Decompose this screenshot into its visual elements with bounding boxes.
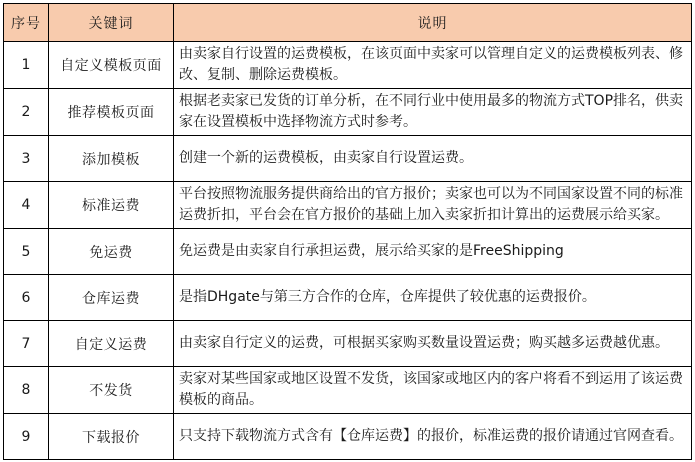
table-row [4,42,692,89]
table-row [4,275,692,321]
description-cell: 是指DHgate与第三方合作的仓库，仓库提供了较优惠的运费报价。 [174,275,692,321]
row-number: 5 [4,229,49,275]
row-number: 8 [4,367,49,414]
header-cell-keyword: 关键词 [49,4,174,42]
row-number: 9 [4,414,49,460]
description-cell: 免运费是由卖家自行承担运费，展示给买家的是FreeShipping [174,229,692,275]
table-row [4,89,692,136]
description-cell: 创建一个新的运费模板，由卖家自行设置运费。 [174,136,692,182]
table-row [4,414,692,460]
row-number: 3 [4,136,49,182]
keyword-cell: 添加模板 [49,136,174,182]
table-row [4,182,692,229]
table-row [4,136,692,182]
row-number: 2 [4,89,49,136]
table-row [4,229,692,275]
description-cell: 卖家对某些国家或地区设置不发货，该国家或地区内的客户将看不到运用了该运费模板的商品。 [174,367,692,414]
keyword-cell: 标准运费 [49,182,174,229]
description-cell: 由卖家自行定义的运费，可根据买家购买数量设置运费；购买越多运费越优惠。 [174,321,692,367]
description-cell: 由卖家自行设置的运费模板，在该页面中卖家可以管理自定义的运费模板列表、修改、复制、删除运费模板。 [174,42,692,89]
keyword-cell: 自定义运费 [49,321,174,367]
row-number: 1 [4,42,49,89]
description-cell: 平台按照物流服务提供商给出的官方报价；卖家也可以为不同国家设置不同的标准运费折扣，平台会在官方报价的基础上加入卖家折扣计算出的运费展示给买家。 [174,182,692,229]
keyword-cell: 免运费 [49,229,174,275]
description-cell: 只支持下载物流方式含有【仓库运费】的报价，标准运费的报价请通过官网查看。 [174,414,692,460]
header-cell-number: 序号 [4,4,49,42]
row-number: 7 [4,321,49,367]
row-number: 6 [4,275,49,321]
row-number: 4 [4,182,49,229]
keyword-cell: 推荐模板页面 [49,89,174,136]
header-cell-description: 说明 [174,4,692,42]
description-cell: 根据老卖家已发货的订单分析，在不同行业中使用最多的物流方式TOP排名，供卖家在设置模板中选择物流方式时参考。 [174,89,692,136]
keyword-cell: 自定义模板页面 [49,42,174,89]
header-row [4,4,692,42]
table-row [4,367,692,414]
table-row [4,321,692,367]
keyword-cell: 不发货 [49,367,174,414]
keyword-cell: 下载报价 [49,414,174,460]
freight-glossary-table [3,3,692,460]
keyword-cell: 仓库运费 [49,275,174,321]
